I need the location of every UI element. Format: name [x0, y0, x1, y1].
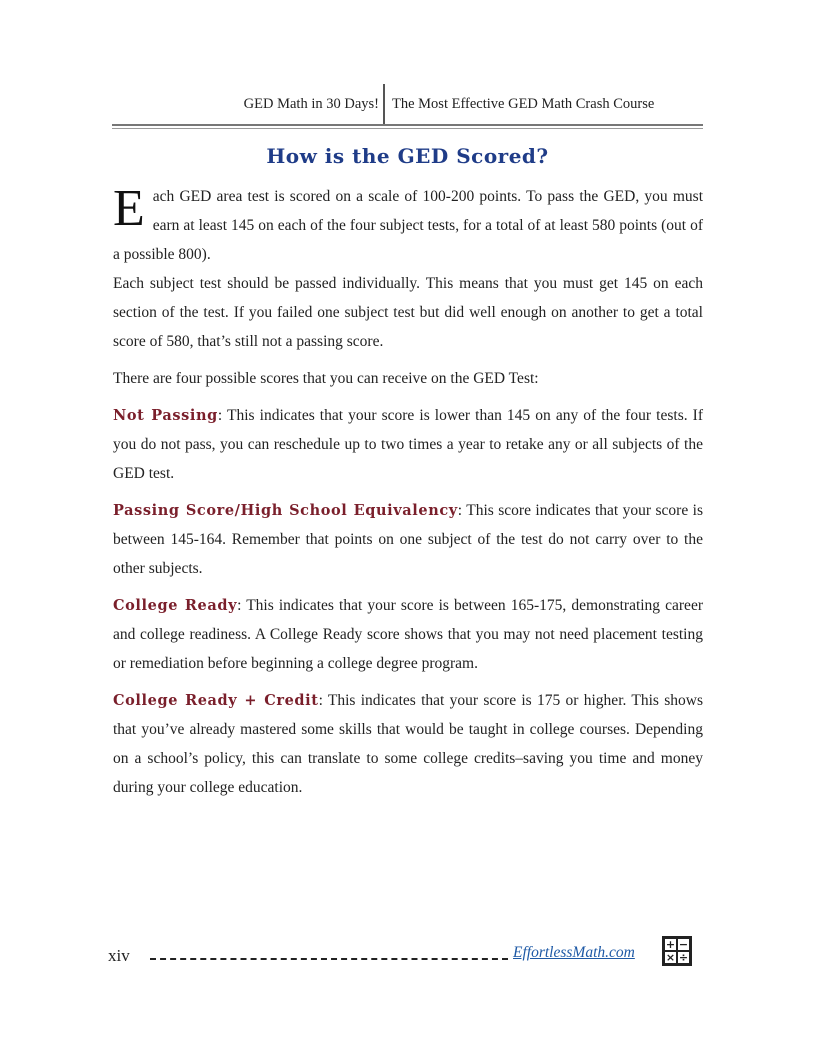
- paragraph-individual: Each subject test should be passed individually. This means that you must get 145 on each section of the test. If you failed one subject test but did well enough on another to get a total score of 580, that’s still not a passing score.: [113, 275, 703, 350]
- score-description: : This indicates that your score is between 165-175, demonstrating career and college readiness. A College Ready score shows that you may not need placement testing or remediation before beginning a college degree program.: [113, 597, 703, 672]
- score-description: : This score indicates that your score is between 145-164. Remember that points on one subject of the test do not carry over to the other subjects.: [113, 502, 703, 577]
- footer-dotted-leader: [150, 958, 508, 960]
- plus-symbol: +: [665, 938, 676, 951]
- header-rule: [112, 124, 703, 126]
- score-college-ready-credit: [113, 686, 703, 802]
- calculator-operations-icon: [662, 936, 692, 966]
- score-term: Passing Score/High School Equivalency: [113, 502, 458, 519]
- intro-paragraph: [113, 182, 703, 269]
- minus-symbol: −: [678, 938, 689, 951]
- score-description: : This indicates that your score is lower than 145 on any of the four tests. If you do not pass, you can reschedule up to two times a year to retake any or all subjects of the GED test.: [113, 407, 703, 482]
- page-header: [112, 84, 703, 128]
- header-rule-thin: [112, 128, 703, 129]
- drop-cap: E: [113, 180, 145, 237]
- page-number: xiv: [108, 946, 130, 965]
- score-term: College Ready: [113, 597, 238, 614]
- score-term: College Ready + Credit: [113, 692, 319, 709]
- score-not-passing: [113, 401, 703, 488]
- page-title: How is the GED Scored?: [266, 144, 549, 168]
- intro-text: ach GED area test is scored on a scale of 100-200 points. To pass the GED, you must earn at least 145 on each of the four subject tests, for a total of at least 580 points (out of a possible 800).: [113, 188, 703, 263]
- paragraph-four-scores: There are four possible scores that you can receive on the GED Test:: [113, 370, 539, 387]
- header-subtitle: The Most Effective GED Math Crash Course: [392, 96, 655, 112]
- score-college-ready: [113, 591, 703, 678]
- header-separator: [383, 84, 385, 126]
- site-link[interactable]: EffortlessMath.com: [513, 944, 635, 961]
- score-description: : This indicates that your score is 175 or higher. This shows that you’ve already mastered some skills that would be taught in college courses. Depending on a school’s policy, this can translate to some college credits–saving you time and money during your college education.: [113, 692, 703, 796]
- score-passing: [113, 496, 703, 583]
- page-footer: [108, 936, 696, 970]
- score-term: Not Passing: [113, 407, 218, 424]
- times-symbol: ×: [665, 951, 676, 964]
- header-book-title: GED Math in 30 Days!: [243, 96, 379, 112]
- main-content: [113, 182, 703, 802]
- divide-symbol: ÷: [678, 951, 689, 964]
